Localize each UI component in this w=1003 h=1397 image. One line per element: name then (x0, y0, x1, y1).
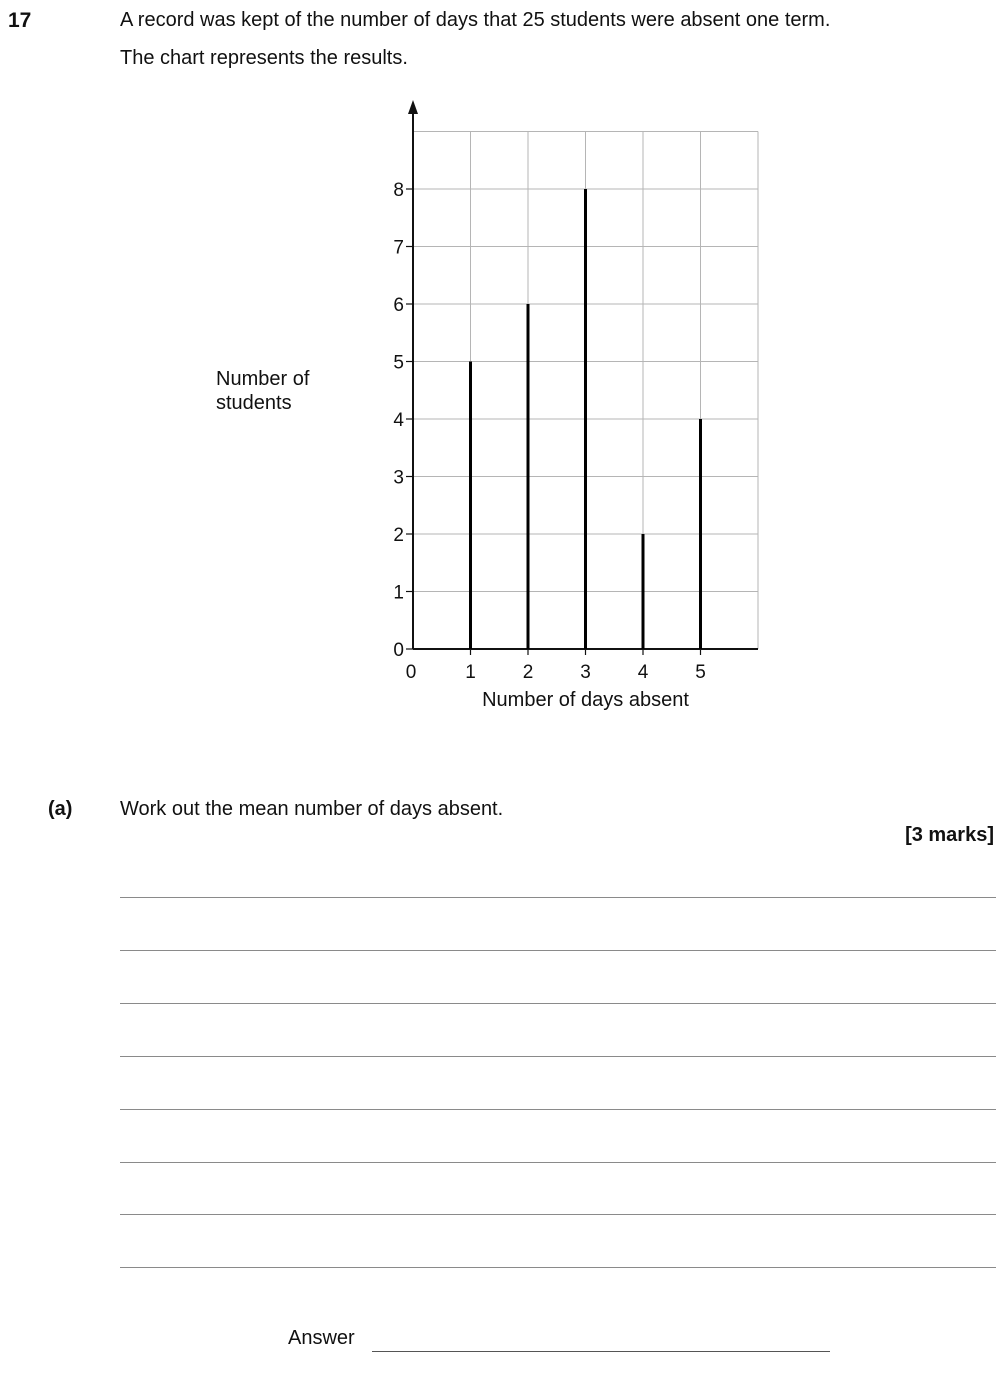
working-line[interactable] (120, 1056, 996, 1057)
answer-label: Answer (288, 1327, 355, 1349)
working-line[interactable] (120, 1003, 996, 1004)
y-tick-label: 7 (393, 237, 404, 259)
y-tick-label: 1 (393, 582, 404, 604)
question-number: 17 (8, 9, 32, 32)
y-axis-arrow-icon (408, 100, 418, 114)
answer-input-line[interactable] (372, 1351, 830, 1352)
y-axis-label-line-2: students (216, 392, 292, 414)
marks-badge: [3 marks] (905, 824, 994, 846)
y-tick-label: 0 (393, 640, 404, 661)
x-tick-label: 2 (522, 662, 534, 683)
question-intro-line-2: The chart represents the results. (120, 47, 408, 69)
part-a-question: Work out the mean number of days absent. (120, 798, 504, 820)
y-tick-label: 2 (393, 525, 404, 546)
x-axis-label: Number of days absent (482, 689, 689, 711)
working-line[interactable] (120, 1109, 996, 1110)
x-tick-label: 4 (637, 662, 649, 683)
working-line[interactable] (120, 1267, 996, 1268)
x-tick-label: 1 (465, 662, 476, 683)
question-intro-line-1: A record was kept of the number of days that 25 students were absent one term. (120, 9, 831, 31)
x-tick-label: 3 (580, 662, 591, 683)
y-tick-label: 3 (393, 467, 404, 489)
working-line[interactable] (120, 1214, 996, 1215)
working-line[interactable] (120, 950, 996, 951)
y-tick-label: 4 (393, 410, 404, 431)
y-tick-label: 5 (393, 352, 404, 374)
working-line[interactable] (120, 1162, 996, 1163)
working-line[interactable] (120, 897, 996, 898)
x-tick-label: 5 (695, 662, 706, 683)
x-tick-label: 0 (405, 662, 417, 683)
y-axis-label-line-1: Number of (216, 368, 310, 390)
y-tick-label: 8 (393, 180, 404, 201)
y-tick-label: 6 (393, 295, 404, 316)
part-a-label: (a) (48, 798, 73, 820)
